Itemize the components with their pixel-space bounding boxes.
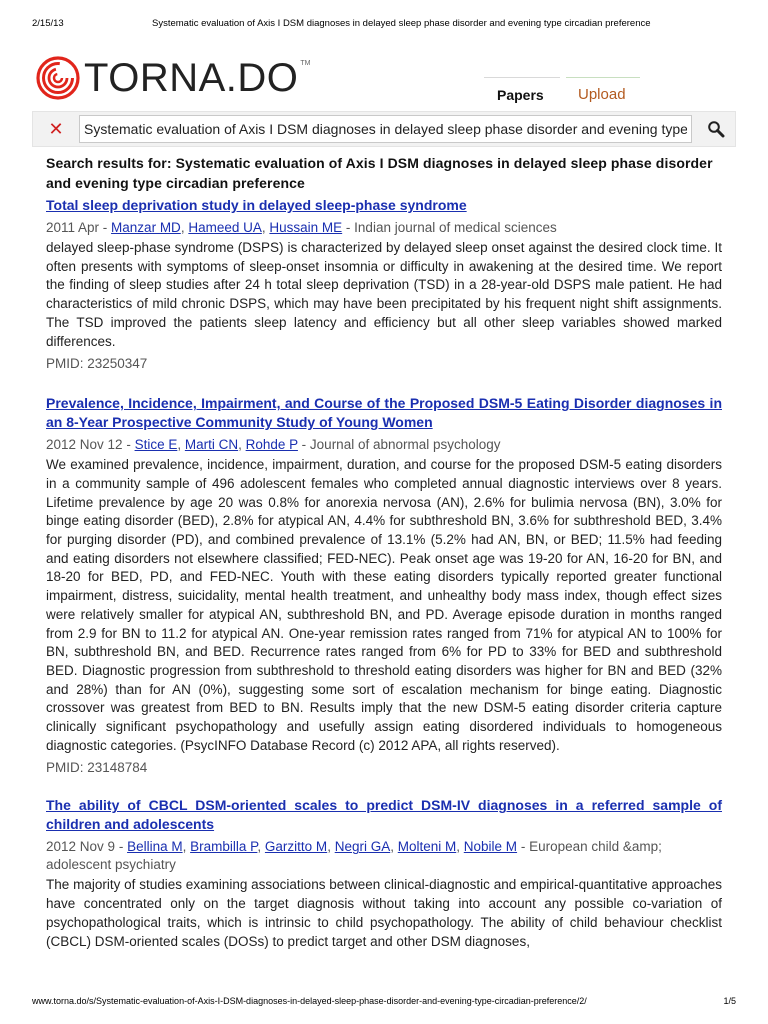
top-nav [484, 77, 668, 107]
result-journal: Indian journal of medical sciences [354, 220, 557, 235]
result-meta: 2011 Apr - Manzar MD, Hameed UA, Hussain ME - Indian journal of medical sciences [46, 220, 557, 235]
print-page-number: 1/5 [723, 996, 736, 1006]
author-link[interactable]: Hameed UA [188, 220, 262, 235]
author-link[interactable]: Hussain ME [269, 220, 343, 235]
author-link[interactable]: Negri GA [334, 839, 391, 855]
result-journal: European child &amp; adolescent psychiatry [46, 839, 662, 873]
print-header [32, 18, 736, 32]
result-item [46, 796, 722, 951]
close-icon: ✕ [48, 118, 64, 139]
print-footer [32, 996, 736, 1008]
nav-papers-link[interactable]: Papers [497, 87, 544, 103]
result-date: 2012 Nov 9 [46, 839, 116, 855]
result-title-link[interactable]: Prevalence, Incidence, Impairment, and Course of the Proposed DSM-5 Eating Disorder diagnoses in an 8-Year Prospective Community Study of Young Women [46, 395, 722, 431]
result-meta: 2012 Nov 9 - Bellina M, Brambilla P, Garzitto M, Negri GA, Molteni M, Nobile M - European child &amp; adolescent psychiatry [46, 839, 662, 873]
print-title: Systematic evaluation of Axis I DSM diagnoses in delayed sleep phase disorder and evening type circadian preference [152, 18, 651, 29]
author-link[interactable]: Nobile M [463, 839, 518, 855]
results-heading: Search results for: Systematic evaluation of Axis I DSM diagnoses in delayed sleep phase disorder and evening type circadian preference [46, 155, 713, 191]
clear-search-button[interactable] [33, 112, 79, 146]
search-button[interactable] [696, 112, 736, 146]
logo-spiral-icon [36, 56, 80, 100]
result-pmid: PMID: 23250347 [46, 356, 148, 372]
author-link[interactable]: Rohde P [245, 437, 298, 453]
result-item [46, 196, 722, 373]
search-icon [707, 120, 725, 138]
print-url: www.torna.do/s/Systematic-evaluation-of-Axis-I-DSM-diagnoses-in-delayed-sleep-phase-disorder-and-evening-type-circadian-preference/2/ [32, 996, 587, 1006]
nav-upload-link[interactable]: Upload [578, 86, 626, 103]
logo-trademark: TM [300, 60, 311, 67]
author-link[interactable]: Marti CN [184, 437, 239, 453]
author-link[interactable]: Stice E [134, 437, 178, 453]
result-meta: 2012 Nov 12 - Stice E, Marti CN, Rohde P - Journal of abnormal psychology [46, 437, 501, 453]
result-journal: Journal of abnormal psychology [309, 437, 501, 453]
result-date: 2011 Apr [46, 220, 100, 235]
author-link[interactable]: Manzar MD [111, 220, 181, 235]
author-link[interactable]: Brambilla P [190, 839, 258, 855]
result-item [46, 394, 722, 777]
nav-divider [566, 77, 640, 78]
result-abstract: We examined prevalence, incidence, impairment, duration, and course for the proposed DSM-5 eating disorders in a community sample of 496 adolescent females who completed annual diagnostic interviews over 8 years. Lifetime prevalence by age 20 was 0.8% for anorexia nervosa (AN), 2.6% for bulimia nervosa (BN), 3.0% for binge eating disorder (BED), 2.8% for atypical AN, 4.4% for subthreshold BN, 3.6% for subthreshold BED, 3.4% for purging disorder (PD), and combined prevalence of 13.1% (5.2% had AN, BN, or BED; 11.5% had feeding and eating disorders not elsewhere classified; FED-NEC). Peak onset age was 19-20 for AN, 16-20 for BN, and 18-20 for BED, PD, and FED-NEC. Youth with these eating disorders typically reported greater functional impairment, distress, suicidality, mental health treatment, and unhealthy body mass index, though effect sizes were relatively smaller for atypical AN, subthreshold BN, and PD. Average episode duration in months ranged from 2.9 for BN to 11.2 for atypical AN. One-year remission rates ranged from 71% for atypical AN to 100% for BN, subthreshold BN, and BED. Recurrence rates ranged from 6% for PD to 33% for BED and subthreshold BED. Diagnostic progression from subthreshold to threshold eating disorders was higher for BN and BED (32% and 28%) than for AN (0%), suggesting some sort of escalation mechanism for binge eating. Diagnostic crossover was greatest from BED to BN. Results imply that the new DSM-5 eating disorder criteria capture clinically significant psychopathology and usefully assign eating disordered individuals to homogeneous diagnostic categories. (PsycINFO Database Record (c) 2012 APA, all rights reserved). [46, 457, 722, 753]
result-abstract: delayed sleep-phase syndrome (DSPS) is characterized by delayed sleep onset against the desired clock time. It often presents with symptoms of sleep-onset insomnia or difficulty in awakening at the desired time. We report the finding of sleep studies after 24 h total sleep deprivation (TSD) in a 28-year-old DSPS male patient. He had characteristics of mild chronic DSPS, which may have been precipitated by his frequent night shift assignments. The TSD improved the patients sleep latency and efficiency but all other sleep variables showed marked differences. [46, 240, 722, 349]
result-title-link[interactable]: Total sleep deprivation study in delayed sleep-phase syndrome [46, 197, 467, 213]
search-bar [32, 111, 736, 147]
result-title-link[interactable]: The ability of CBCL DSM-oriented scales to predict DSM-IV diagnoses in a referred sample of children and adolescents [46, 797, 722, 833]
nav-divider [484, 77, 560, 78]
author-link[interactable]: Bellina M [127, 839, 183, 855]
print-date: 2/15/13 [32, 18, 64, 29]
site-logo[interactable] [36, 56, 311, 100]
logo-text: TORNA.DO [84, 56, 299, 100]
result-abstract: The majority of studies examining associations between clinical-diagnostic and empirical-quantitative approaches have concentrated only on the target diagnosis without taking into account any possible co-variation of psychopathological traits, which is intrinsic to child psychopathology. The ability of child behaviour checklist (CBCL) DSM-oriented scales (DOSs) to predict target and other DSM diagnoses, [46, 877, 722, 949]
author-link[interactable]: Molteni M [397, 839, 457, 855]
result-date: 2012 Nov 12 [46, 437, 123, 453]
search-results [46, 153, 722, 951]
search-input[interactable] [79, 115, 692, 143]
author-link[interactable]: Garzitto M [264, 839, 328, 855]
result-pmid: PMID: 23148784 [46, 760, 148, 776]
